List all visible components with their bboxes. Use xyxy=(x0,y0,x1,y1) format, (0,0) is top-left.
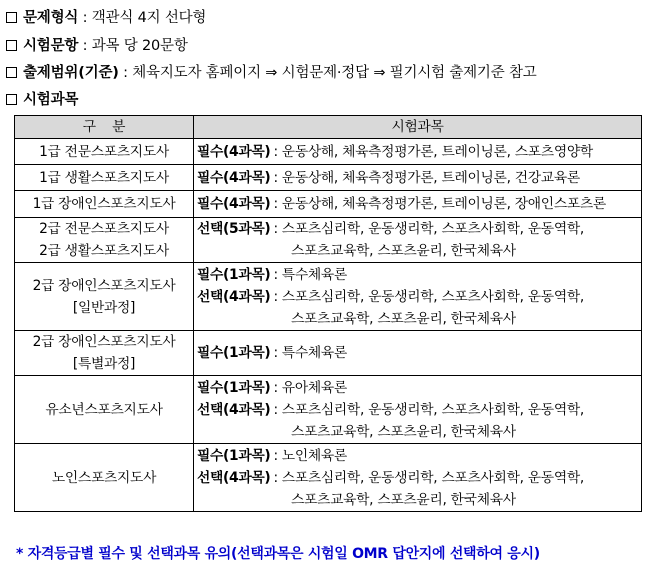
info-label: 시험문항 xyxy=(23,38,79,54)
colon-separator: : xyxy=(273,345,278,361)
indent-spacer xyxy=(197,240,291,262)
subject-list: 운동상해, 체육측정평가론, 트레이닝론, 건강교육론 xyxy=(281,169,580,186)
category-label: 1급 장애인스포츠지도사 xyxy=(32,196,176,212)
subjects-cell xyxy=(194,218,642,263)
exam-subjects-table xyxy=(14,115,642,512)
category-label: 2급 장애인스포츠지도사 xyxy=(32,334,176,350)
subject-list: 유아체육론 xyxy=(281,379,347,396)
subject-line xyxy=(197,445,641,467)
subject-list: 스포츠심리학, 운동생리학, 스포츠사회학, 운동역학, xyxy=(281,469,584,486)
subject-type-label: 선택(4과목) xyxy=(197,401,271,418)
info-item-format: 문제형식 : 객관식 4지 선다형 xyxy=(6,6,206,27)
subject-line xyxy=(197,286,641,308)
subject-line xyxy=(197,308,641,330)
subject-line xyxy=(197,399,641,421)
subject-type-label: 선택(4과목) xyxy=(197,469,271,486)
header-category: 구 분 xyxy=(15,116,194,139)
subjects-cell xyxy=(194,191,642,218)
table-row xyxy=(15,191,642,218)
category-label: 1급 생활스포츠지도사 xyxy=(39,169,169,186)
category-label: 2급 생활스포츠지도사 xyxy=(39,243,169,259)
subject-list: 스포츠교육학, 스포츠윤리, 한국체육사 xyxy=(291,243,516,259)
colon-separator: : xyxy=(273,469,278,486)
info-item-scope: 출제범위(기준) : 체육지도자 홈페이지 ⇒ 시험문제·정답 ⇒ 필기시험 출제기준 참고 xyxy=(6,61,537,82)
category-label: 2급 장애인스포츠지도사 xyxy=(32,277,176,294)
subjects-cell xyxy=(194,376,642,444)
category-cell xyxy=(15,218,194,263)
subject-line xyxy=(197,342,641,364)
subject-type-label: 필수(4과목) xyxy=(197,169,271,186)
checkbox-icon xyxy=(6,94,17,105)
colon-separator: : xyxy=(273,169,278,186)
colon-separator: : xyxy=(273,379,278,396)
info-value: 체육지도자 홈페이지 ⇒ 시험문제·정답 ⇒ 필기시험 출제기준 참고 xyxy=(132,65,537,81)
subject-line xyxy=(197,377,641,399)
table-row xyxy=(15,165,642,191)
subject-line xyxy=(197,264,641,286)
subject-line xyxy=(197,467,641,489)
subject-line xyxy=(197,141,641,163)
category-cell xyxy=(15,165,194,191)
subject-list: 특수체육론 xyxy=(281,266,347,283)
checkbox-icon xyxy=(6,40,17,51)
subject-line xyxy=(197,489,641,511)
subject-type-label: 필수(1과목) xyxy=(197,266,271,283)
category-label: 1급 전문스포츠지도사 xyxy=(39,143,169,160)
table-body xyxy=(15,139,642,512)
category-cell xyxy=(15,191,194,218)
footnote: * 자격등급별 필수 및 선택과목 유의(선택과목은 시험일 OMR 답안지에 선택하여 응시) xyxy=(16,546,540,562)
table-row xyxy=(15,263,642,331)
colon-separator: : xyxy=(273,143,278,160)
category-label: [특별과정] xyxy=(72,356,136,372)
subject-list: 스포츠심리학, 운동생리학, 스포츠사회학, 운동역학, xyxy=(281,221,584,237)
info-label: 출제범위(기준) xyxy=(23,65,119,81)
colon-separator: : xyxy=(273,288,278,305)
subject-list: 스포츠심리학, 운동생리학, 스포츠사회학, 운동역학, xyxy=(281,288,584,305)
info-value: 과목 당 20문항 xyxy=(91,38,188,54)
subjects-cell xyxy=(194,165,642,191)
subject-type-label: 필수(4과목) xyxy=(197,143,271,160)
category-cell xyxy=(15,139,194,165)
subjects-cell xyxy=(194,139,642,165)
subject-list: 스포츠교육학, 스포츠윤리, 한국체육사 xyxy=(291,310,516,327)
indent-spacer xyxy=(197,489,291,511)
indent-spacer xyxy=(197,421,291,443)
category-label: 노인스포츠지도사 xyxy=(51,469,157,486)
category-label: 유소년스포츠지도사 xyxy=(45,401,163,418)
header-subjects: 시험과목 xyxy=(194,116,642,139)
subject-line xyxy=(197,193,641,215)
subject-type-label: 선택(4과목) xyxy=(197,288,271,305)
table-row xyxy=(15,331,642,376)
colon-separator: : xyxy=(273,447,278,464)
subject-line xyxy=(197,421,641,443)
table-row xyxy=(15,218,642,263)
subject-line xyxy=(197,218,641,240)
info-item-subjects xyxy=(6,88,78,109)
table-row xyxy=(15,444,642,512)
subject-type-label: 선택(5과목) xyxy=(197,221,271,237)
info-value: 객관식 4지 선다형 xyxy=(91,10,207,26)
subject-list: 스포츠교육학, 스포츠윤리, 한국체육사 xyxy=(291,491,516,508)
subject-list: 운동상해, 체육측정평가론, 트레이닝론, 장애인스포츠론 xyxy=(281,196,606,212)
subject-type-label: 필수(4과목) xyxy=(197,196,271,212)
category-label: [일반과정] xyxy=(72,299,136,316)
subject-line xyxy=(197,240,641,262)
subject-list: 특수체육론 xyxy=(281,345,347,361)
colon-separator: : xyxy=(273,196,278,212)
subject-list: 스포츠심리학, 운동생리학, 스포츠사회학, 운동역학, xyxy=(281,401,584,418)
colon-separator: : xyxy=(273,266,278,283)
subject-list: 스포츠교육학, 스포츠윤리, 한국체육사 xyxy=(291,423,516,440)
subject-type-label: 필수(1과목) xyxy=(197,447,271,464)
subject-list: 노인체육론 xyxy=(281,447,347,464)
table-header-row xyxy=(15,116,642,139)
table-row xyxy=(15,139,642,165)
category-label: 2급 전문스포츠지도사 xyxy=(39,221,169,237)
info-label: 문제형식 xyxy=(23,10,79,26)
info-item-questions: 시험문항 : 과목 당 20문항 xyxy=(6,34,188,55)
category-cell xyxy=(15,376,194,444)
category-cell xyxy=(15,444,194,512)
subject-line xyxy=(197,167,641,189)
category-cell xyxy=(15,331,194,376)
subject-type-label: 필수(1과목) xyxy=(197,379,271,396)
subjects-cell xyxy=(194,263,642,331)
category-cell xyxy=(15,263,194,331)
subjects-cell xyxy=(194,444,642,512)
colon-separator: : xyxy=(273,221,278,237)
subject-type-label: 필수(1과목) xyxy=(197,345,271,361)
checkbox-icon xyxy=(6,67,17,78)
info-label: 시험과목 xyxy=(23,92,79,108)
checkbox-icon xyxy=(6,12,17,23)
subjects-cell xyxy=(194,331,642,376)
colon-separator: : xyxy=(273,401,278,418)
subject-list: 운동상해, 체육측정평가론, 트레이닝론, 스포츠영양학 xyxy=(281,143,593,160)
indent-spacer xyxy=(197,308,291,330)
table-row xyxy=(15,376,642,444)
